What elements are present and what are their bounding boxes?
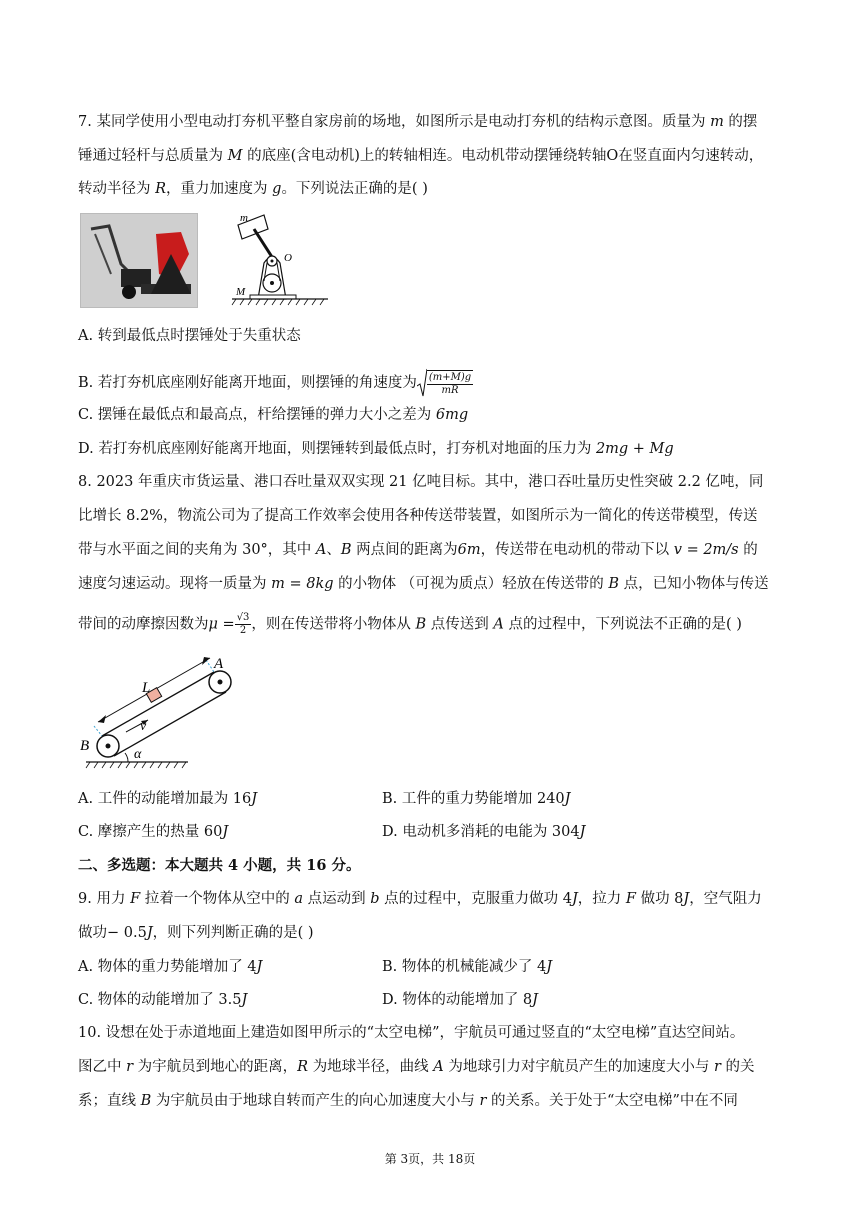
fig-label-O: O (284, 252, 292, 264)
q8-option-d: D. 电动机多消耗的电能为 304J (382, 824, 586, 840)
fig-label-alpha: α (134, 747, 142, 762)
page-footer: 第 3页，共 18页 (384, 1152, 476, 1166)
tamper-structure-diagram (228, 211, 332, 311)
q7-stem-line2: 锤通过轻杆与总质量为 M 的底座(含电动机)上的转轴相连。电动机带动摆锤绕转轴O在竖直面内匀速转动， (78, 148, 764, 164)
fig-label-M: M (236, 286, 246, 298)
q8-stem-line3: 带与水平面之间的夹角为 30°，其中 A、B 两点间的距离为6m，传送带在电动机的带动下以 v = 2m/s 的 (78, 542, 758, 558)
q8-stem-line5: 带间的动摩擦因数为μ = $\frac{√3}{2}$ ，则在传送带将小物体从 B 点传送到 A 点的过程中，下列说法不正确的是( ) (78, 612, 742, 636)
q8-option-c: C. 摩擦产生的热量 60J (78, 824, 229, 840)
q7-option-b: B. 若打夯机底座刚好能离开地面，则摆锤的角速度为 $\frac{(m+M)g}{mR}$ (78, 368, 778, 398)
q9-option-c: C. 物体的动能增加了 3.5J (78, 992, 248, 1008)
q7-stem-line1: 7. 某同学使用小型电动打夯机平整自家房前的场地，如图所示是电动打夯机的结构示意图。质量为 m 的摆 (78, 114, 758, 130)
q7-option-d: D. 若打夯机底座刚好能离开地面，则摆锤转到最低点时，打夯机对地面的压力为 2mg + Mg (78, 441, 674, 457)
q10-stem-line1: 10. 设想在处于赤道地面上建造如图甲所示的“太空电梯”，宇航员可通过竖直的“太空电梯”直达空间站。 (78, 1025, 745, 1041)
q9-option-b: B. 物体的机械能减少了 4J (382, 959, 553, 975)
fig-label-B: B (80, 738, 90, 754)
q10-stem-line3: 系；直线 B 为宇航员由于地球自转而产生的向心加速度大小与 r 的关系。关于处于“太空电梯”中在不同 (78, 1093, 738, 1109)
q7-stem-line3: 转动半径为 R，重力加速度为 g。下列说法正确的是( ) (78, 181, 428, 197)
fig-label-A: A (214, 656, 224, 672)
conveyor-belt-diagram (78, 652, 248, 772)
q10-stem-line2: 图乙中 r 为宇航员到地心的距离，R 为地球半径，曲线 A 为地球引力对宇航员产生的加速度大小与 r 的关 (78, 1059, 755, 1075)
q9-stem-line1: 9. 用力 F 拉着一个物体从空中的 a 点运动到 b 点的过程中，克服重力做功 4J，拉力 F 做功 8J，空气阻力 (78, 891, 762, 907)
q9-stem-line2: 做功− 0.5J，则下列判断正确的是( ) (78, 925, 314, 941)
q7-option-c: C. 摆锤在最低点和最高点，杆给摆锤的弹力大小之差为 6mg (78, 407, 469, 423)
q8-option-a: A. 工件的动能增加最为 16J (78, 791, 258, 807)
q9-option-a: A. 物体的重力势能增加了 4J (78, 959, 263, 975)
fig-label-L: L (142, 680, 151, 696)
fig-label-m: m (240, 212, 248, 224)
q7-option-a: A. 转到最低点时摆锤处于失重状态 (78, 328, 301, 344)
tamper-machine-photo (80, 213, 198, 308)
fig-label-v: v (140, 719, 147, 734)
q8-stem-line2: 比增长 8.2%，物流公司为了提高工作效率会使用各种传送带装置，如图所示为一简化的传送带模型，传送 (78, 508, 758, 524)
q9-option-d: D. 物体的动能增加了 8J (382, 992, 538, 1008)
section-heading: 二、多选题：本大题共 4 小题，共 16 分。 (78, 857, 361, 874)
q8-stem-line4: 速度匀速运动。现将一质量为 m = 8kg 的小物体 （可视为质点）轻放在传送带的 B 点，已知小物体与传送 (78, 576, 769, 592)
q8-option-b: B. 工件的重力势能增加 240J (382, 791, 571, 807)
q8-stem-line1: 8. 2023 年重庆市货运量、港口吞吐量双双实现 21 亿吨目标。其中，港口吞吐量历史性突破 2.2 亿吨，同 (78, 474, 764, 490)
sqrt-expression: $\frac{(m+M)g}{mR}$ (417, 368, 473, 398)
